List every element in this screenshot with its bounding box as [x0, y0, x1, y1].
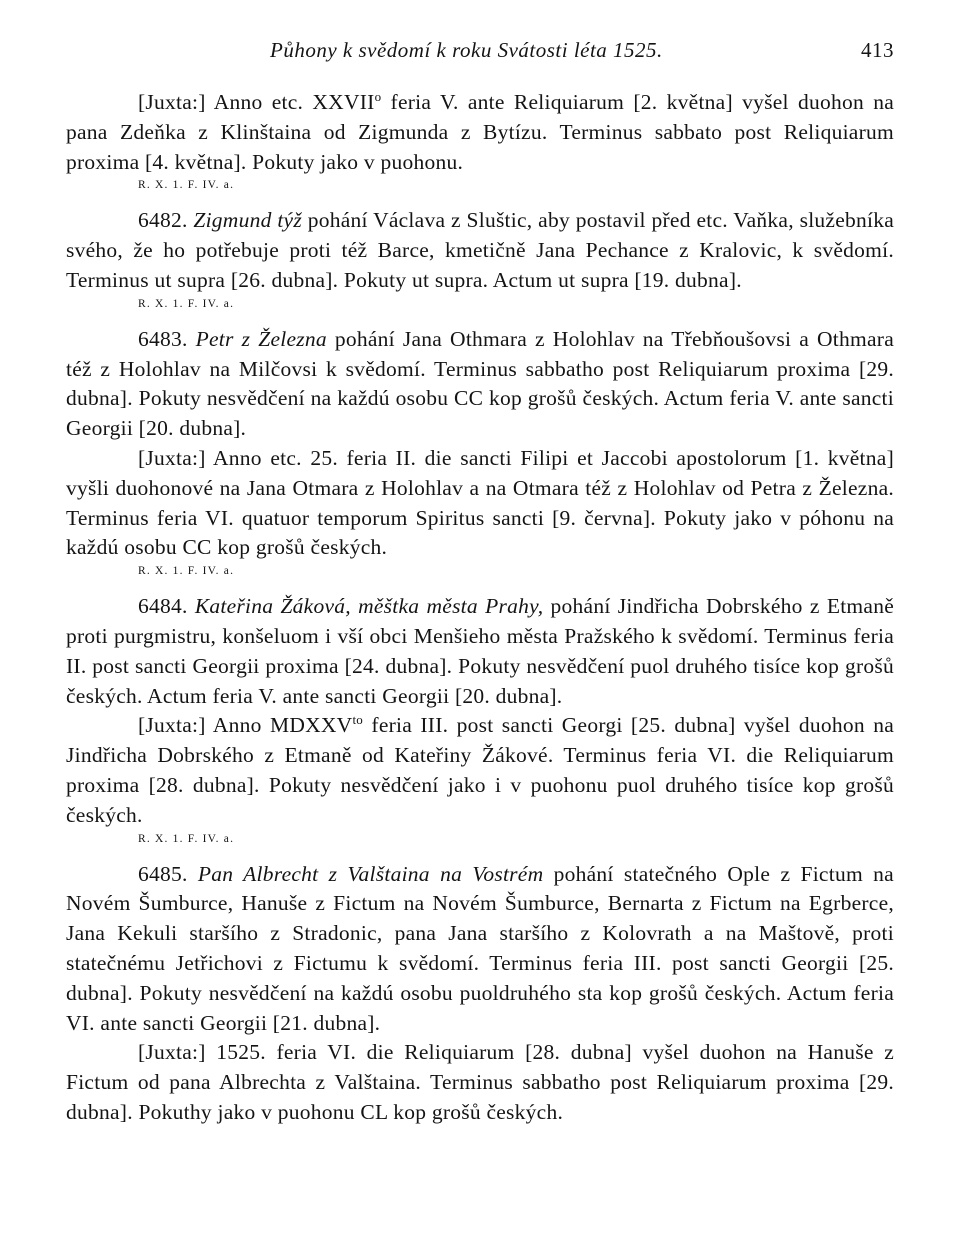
text-run: pohání Jindřicha Dobrského z Etmaně proti purgmistru, konšeluom i vší obci Menšieho města Pražského k svědomí. Terminus feria II. post sancti Georgii proxima [24. dubna]. Pokuty nesvědčení puol druhého tisíce kop grošů českých. Actum feria V. ante sancti Georgii [20. dubna]. — [66, 594, 894, 708]
paragraph — [66, 860, 894, 1039]
paragraph — [66, 88, 894, 177]
text-run: pohání Jana Othmara z Holohlav na Třebňoušovsi a Othmara též z Holohlav na Milčovsi k svědomí. Terminus sabbatho post Reliquiarum proxima [29. dubna]. Pokuty nesvědčení na každú osobu CC kop grošů českých. Actum feria V. ante sancti Georgii [20. dubna]. — [66, 326, 894, 441]
text-run: pohání Václava z Sluštic, aby postavil před etc. Vaňka, služebníka svého, že ho potřebuje proti též Barce, kmetičně Jana Pechance z Kralovic, k svědomí. Terminus ut supra [26. dubna]. Pokuty ut supra. Actum ut supra [19. dubna]. — [66, 208, 895, 292]
italic-name: Kateřina Žáková, měštka města Prahy, — [194, 594, 544, 619]
body-text — [66, 88, 894, 1128]
source-reference: R. X. 1. F. IV. a. — [138, 565, 235, 578]
text-run: 6482. — [138, 208, 194, 233]
italic-name: Zigmund týž — [193, 208, 302, 233]
superscript-text: to — [352, 712, 364, 728]
text-run: 6485. — [138, 861, 198, 886]
text-run: [Juxta:] Anno MDXXV — [138, 713, 353, 738]
paragraph — [66, 206, 894, 295]
paragraph — [66, 711, 894, 830]
superscript-text: o — [374, 88, 382, 104]
text-run: [Juxta:] 1525. feria VI. die Reliquiarum [28. dubna] vyšel duohon na Hanuše z Fictum od pana Albrechta z Valštaina. Terminus sabbatho post Reliquiarum proxima [29. dubna]. Pokuthy jako v puohonu CL kop grošů českých. — [66, 1040, 894, 1124]
text-run: feria V. ante Reliquiarum [2. května] vyšel duohon na pana Zdeňka z Klinštaina od Zigmunda z Bytízu. Terminus sabbato post Reliquiarum proxima [4. května]. Pokuty jako v puohonu. — [66, 90, 894, 174]
text-run: pohání statečného Ople z Fictum na Novém Šumburce, Hanuše z Fictum na Novém Šumburce, Bernarta z Fictum na Egrberce, Jana Kekuli staršího z Stradonic, pana Jana staršího z Kolovrath a na Maštově, proti statečnému Jetřichovi z Fictumu k svědomí. Terminus feria III. post sancti Georgii [25. dubna]. Pokuty nesvědčení na každú osobu puoldruhého sta kop grošů českých. Actum feria VI. ante sancti Georgii [21. dubna]. — [66, 861, 894, 1035]
text-run: feria III. post sancti Georgi [25. dubna] vyšel duohon na Jindřicha Dobrského z Etmaně od Kateřiny Žákové. Terminus feria VI. die Reliquiarum proxima [28. dubna]. Pokuty nesvědčení jako i v puohonu puol druhého tisíce kop grošů českých. — [66, 713, 894, 827]
italic-name: Petr z Železna — [195, 326, 327, 351]
page-number: 413 — [861, 38, 894, 62]
source-reference: R. X. 1. F. IV. a. — [138, 297, 235, 310]
paragraph — [66, 592, 894, 711]
source-reference: R. X. 1. F. IV. a. — [138, 179, 235, 192]
italic-name: Pan Albrecht z Valštaina na Vostrém — [197, 861, 544, 886]
paragraph — [66, 444, 894, 563]
text-run: [Juxta:] Anno etc. XXVII — [138, 90, 375, 114]
text-run: 6484. — [138, 594, 195, 619]
text-run: [Juxta:] Anno etc. 25. feria II. die sancti Filipi et Jaccobi apostolorum [1. května] vyšli duohonové na Jana Otmara z Holohlav a na Otmara též z Holohlav od Petra z Železna. Terminus feria VI. quatuor temporum Spiritus sancti [9. června]. Pokuty jako v póhonu na každú osobu CC kop grošů českých. — [66, 445, 894, 560]
paragraph — [66, 325, 894, 444]
source-reference: R. X. 1. F. IV. a. — [138, 832, 235, 845]
text-run: 6483. — [138, 326, 196, 351]
running-title: Půhony k svědomí k roku Svátosti léta 1525. — [270, 38, 663, 62]
paragraph — [66, 1038, 894, 1127]
